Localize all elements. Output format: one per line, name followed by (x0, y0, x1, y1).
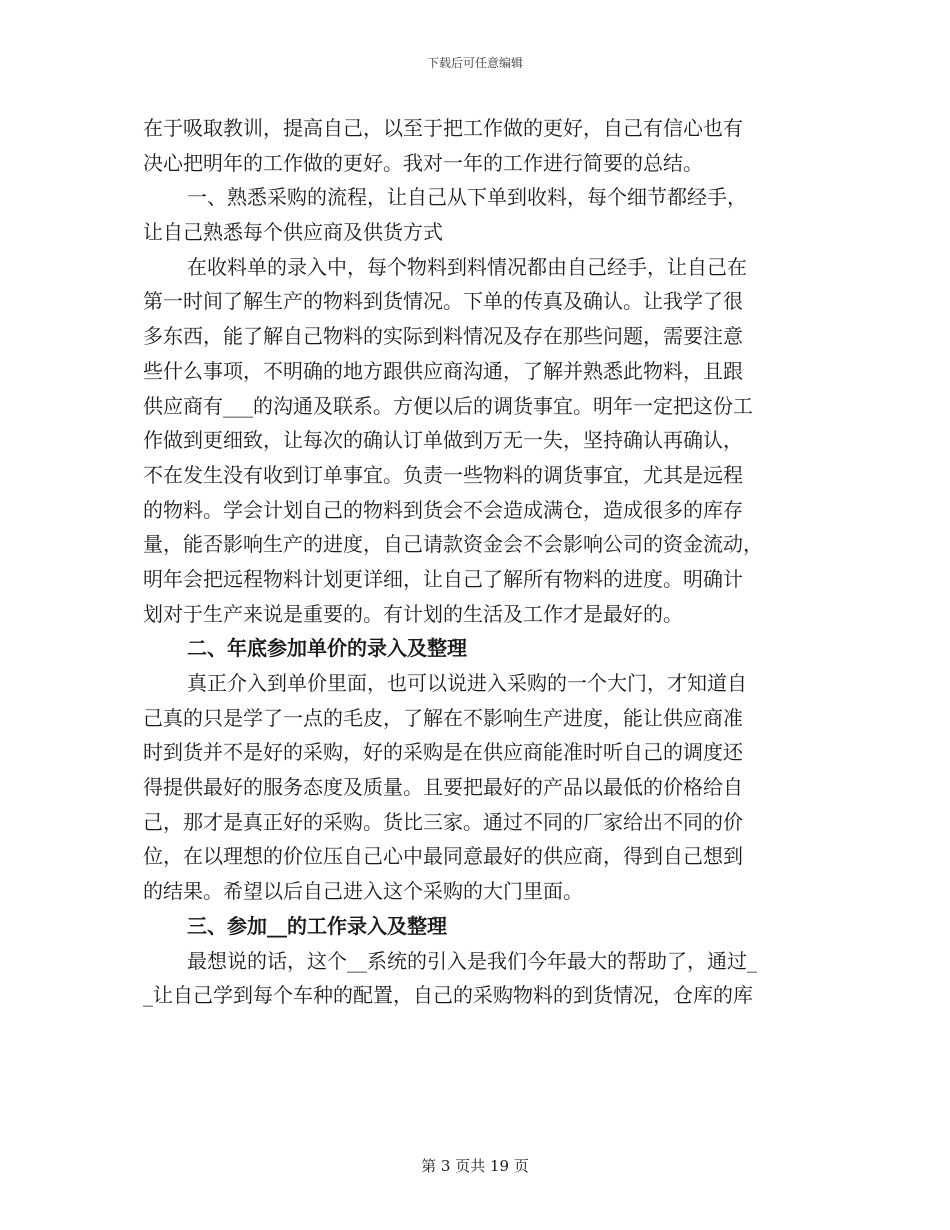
text-line: 位，在以理想的价位压自己心中最同意最好的供应商，得到自己想到 (143, 844, 743, 869)
text-line: 最想说的话，这个__系统的引入是我们今年最大的帮助了，通过_ (187, 948, 757, 973)
text-line: 的结果。希望以后自己进入这个采购的大门里面。 (143, 879, 583, 904)
text-line: 真正介入到单价里面，也可以说进入采购的一个大门，才知道自 (187, 671, 747, 695)
text-line: 量，能否影响生产的进度，自己请款资金会不会影响公司的资金流动， (143, 532, 763, 557)
text-line: 时到货并不是好的采购，好的采购是在供应商能准时听自己的调度还 (143, 740, 743, 765)
page-footer: 第 3 页共 19 页 (421, 1157, 529, 1175)
section-heading: 三、参加__的工作录入及整理 (187, 913, 447, 938)
text-line: 己，那才是真正好的采购。货比三家。通过不同的厂家给出不同的价 (143, 809, 743, 834)
text-line: 在收料单的录入中，每个物料到料情况都由自己经手，让自己在 (187, 254, 747, 279)
text-line: 一、熟悉采购的流程，让自己从下单到收料，每个细节都经手， (187, 185, 747, 210)
section-heading: 二、年底参加单价的录入及整理 (187, 636, 467, 661)
text-line: 些什么事项，不明确的地方跟供应商沟通，了解并熟悉此物料，且跟 (143, 358, 743, 383)
text-line: 供应商有___的沟通及联系。方便以后的调货事宜。明年一定把这份工 (143, 393, 753, 418)
text-line: 得提供最好的服务态度及质量。且要把最好的产品以最低的价格给自 (143, 775, 743, 800)
text-line: 第一时间了解生产的物料到货情况。下单的传真及确认。让我学了很 (143, 289, 743, 314)
text-line: _让自己学到每个车种的配置，自己的采购物料的到货情况，仓库的库 (143, 983, 753, 1008)
text-line: 划对于生产来说是重要的。有计划的生活及工作才是最好的。 (143, 601, 683, 626)
page-header: 下载后可任意编辑 (426, 56, 523, 70)
text-line: 己真的只是学了一点的毛皮，了解在不影响生产进度，能让供应商准 (143, 705, 743, 730)
text-line: 决心把明年的工作做的更好。我对一年的工作进行简要的总结。 (143, 150, 703, 175)
text-line: 让自己熟悉每个供应商及供货方式 (143, 220, 443, 245)
document-body (143, 111, 807, 1013)
text-line: 的物料。学会计划自己的物料到货会不会造成满仓，造成很多的库存 (143, 497, 743, 522)
text-line: 不在发生没有收到订单事宜。负责一些物料的调货事宜，尤其是远程 (143, 462, 743, 487)
text-line: 多东西，能了解自己物料的实际到料情况及存在那些问题，需要注意 (143, 324, 743, 349)
text-line: 明年会把远程物料计划更详细，让自己了解所有物料的进度。明确计 (143, 566, 743, 591)
text-line: 在于吸取教训，提高自己，以至于把工作做的更好，自己有信心也有 (143, 116, 743, 140)
text-line: 作做到更细致，让每次的确认订单做到万无一失，坚持确认再确认， (143, 428, 743, 453)
